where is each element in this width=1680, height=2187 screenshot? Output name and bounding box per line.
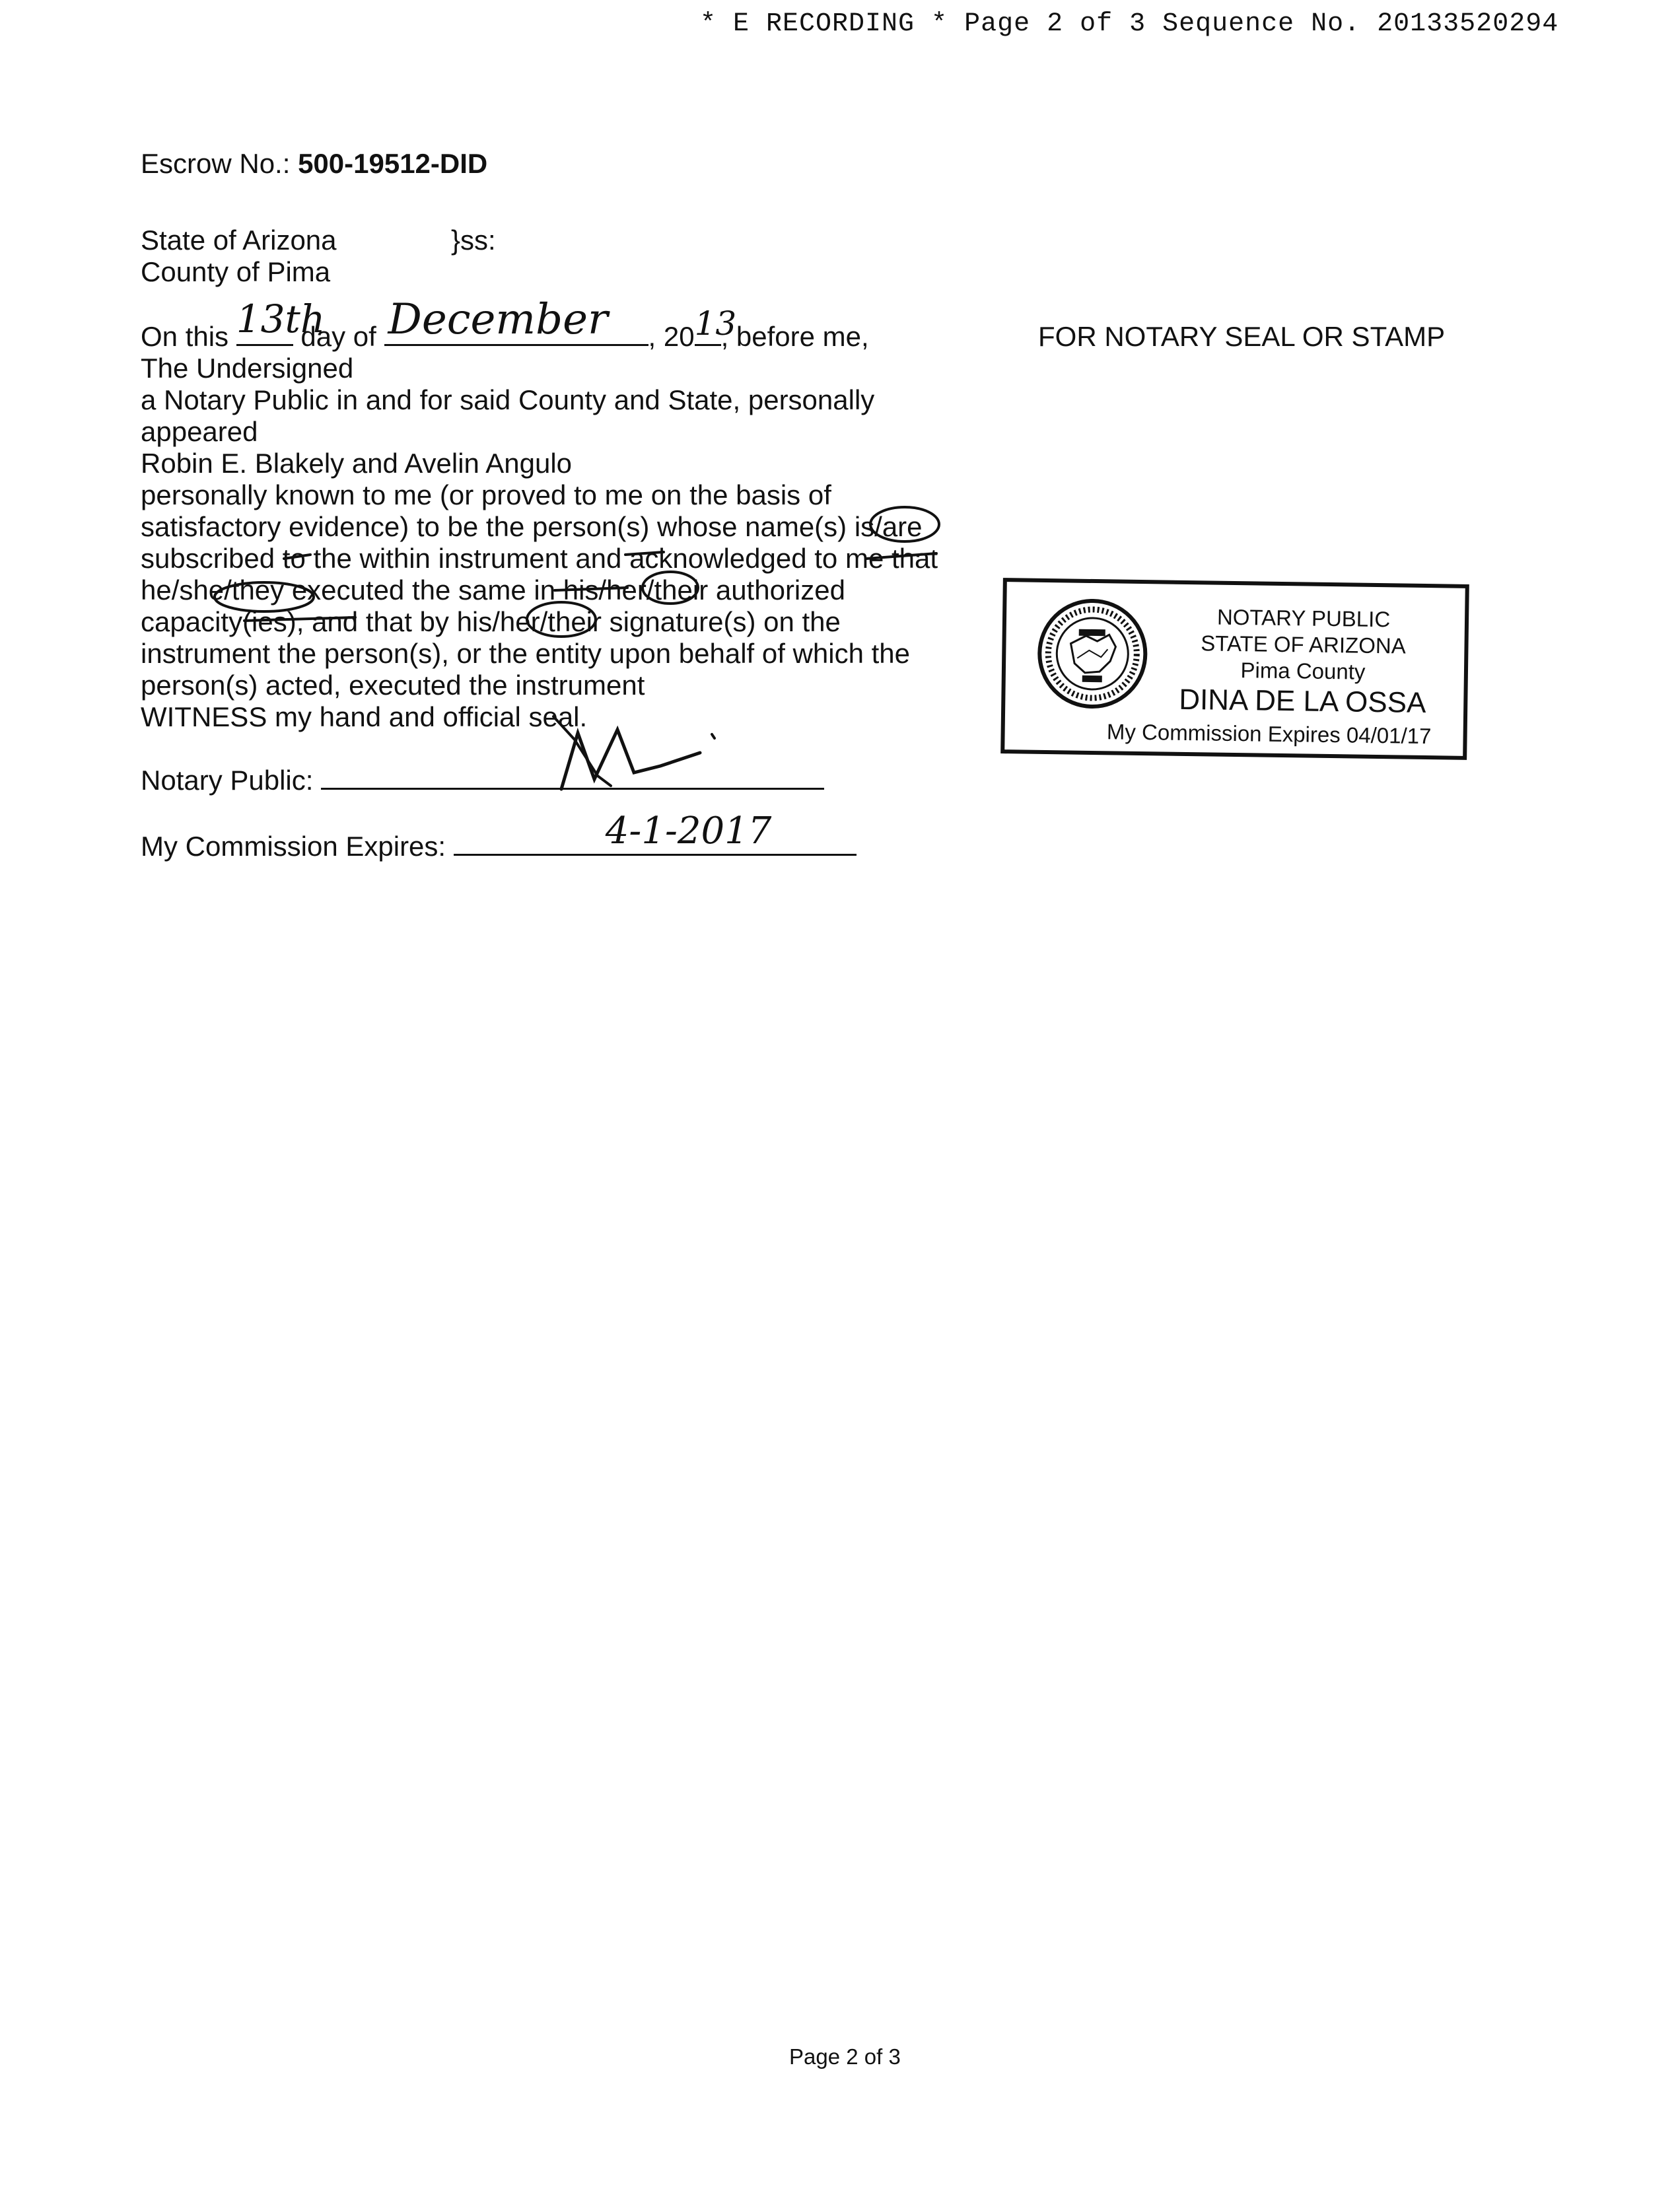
seal-caption: FOR NOTARY SEAL OR STAMP xyxy=(1038,321,1446,352)
escrow-label: Escrow No.: xyxy=(141,148,291,179)
signature-dot xyxy=(712,734,715,738)
commission-expires-blank xyxy=(454,810,857,856)
stamp-line-notary-public: NOTARY PUBLIC xyxy=(1216,604,1391,632)
stamp-line-county: Pima County xyxy=(1240,658,1366,684)
acknowledgment-text-line: satisfactory evidence) to be the person(s) whose name(s) is/are xyxy=(141,511,923,542)
stamp-line-notary-name: DINA DE LA OSSA xyxy=(1178,683,1426,720)
year-handwritten: 13 xyxy=(694,304,737,343)
notary-signature-line xyxy=(141,765,824,796)
ss-marker: }ss: xyxy=(451,225,496,256)
stamp-line-state: STATE OF ARIZONA xyxy=(1201,631,1407,658)
commission-expires-handwritten: 4-1-2017 xyxy=(605,810,772,852)
notary-appearance-line-2: appeared xyxy=(141,416,258,447)
month-handwritten: December xyxy=(388,295,608,344)
notary-appearance-line-1: a Notary Public in and for said County and State, personally xyxy=(141,384,875,415)
acknowledgment-text-line: person(s) acted, executed the instrument xyxy=(141,670,645,701)
notary-public-label: Notary Public: xyxy=(141,765,314,796)
acknowledgment-text-line: subscribed to the within instrument and acknowledged to me that xyxy=(141,543,938,574)
on-this-line xyxy=(141,295,869,353)
before-me-label: , before me, xyxy=(720,321,869,352)
recording-header: * E RECORDING * Page 2 of 3 Sequence No. 20133520294 xyxy=(700,9,1559,39)
notary-stamp xyxy=(1000,578,1469,760)
county-line: County of Pima xyxy=(141,256,331,287)
day-handwritten: 13th xyxy=(236,296,326,341)
acknowledgment-text-line: instrument the person(s), or the entity upon behalf of which the xyxy=(141,638,910,669)
commission-expires-line xyxy=(141,810,857,862)
acknowledgment-text-line: personally known to me (or proved to me on the basis of xyxy=(141,479,831,510)
witness-line: WITNESS my hand and official seal. xyxy=(141,701,588,732)
day-of-label: day of xyxy=(300,321,376,352)
acknowledgment-text-line: capacity(ies), and that by his/her/their signature(s) on the xyxy=(141,606,841,637)
on-this-label: On this xyxy=(141,321,229,352)
signer-names: Robin E. Blakely and Avelin Angulo xyxy=(141,448,573,479)
day-blank xyxy=(236,296,326,346)
stamp-line-expiration: My Commission Expires 04/01/17 xyxy=(1106,719,1432,749)
page-footer: Page 2 of 3 xyxy=(789,2044,901,2069)
month-blank xyxy=(384,295,648,346)
notary-signature-blank xyxy=(321,765,824,790)
commission-expires-label: My Commission Expires: xyxy=(141,831,446,862)
state-line: State of Arizona xyxy=(141,225,337,256)
escrow-number: 500-19512-DID xyxy=(298,148,488,179)
arizona-notary-seal-icon xyxy=(1035,597,1149,711)
year-blank xyxy=(694,304,737,346)
year-prefix: , 20 xyxy=(648,321,695,352)
escrow-line xyxy=(141,148,487,180)
undersigned-line: The Undersigned xyxy=(141,353,354,384)
acknowledgment-text-line: he/she/they executed the same in his/her/their authorized xyxy=(141,574,845,606)
